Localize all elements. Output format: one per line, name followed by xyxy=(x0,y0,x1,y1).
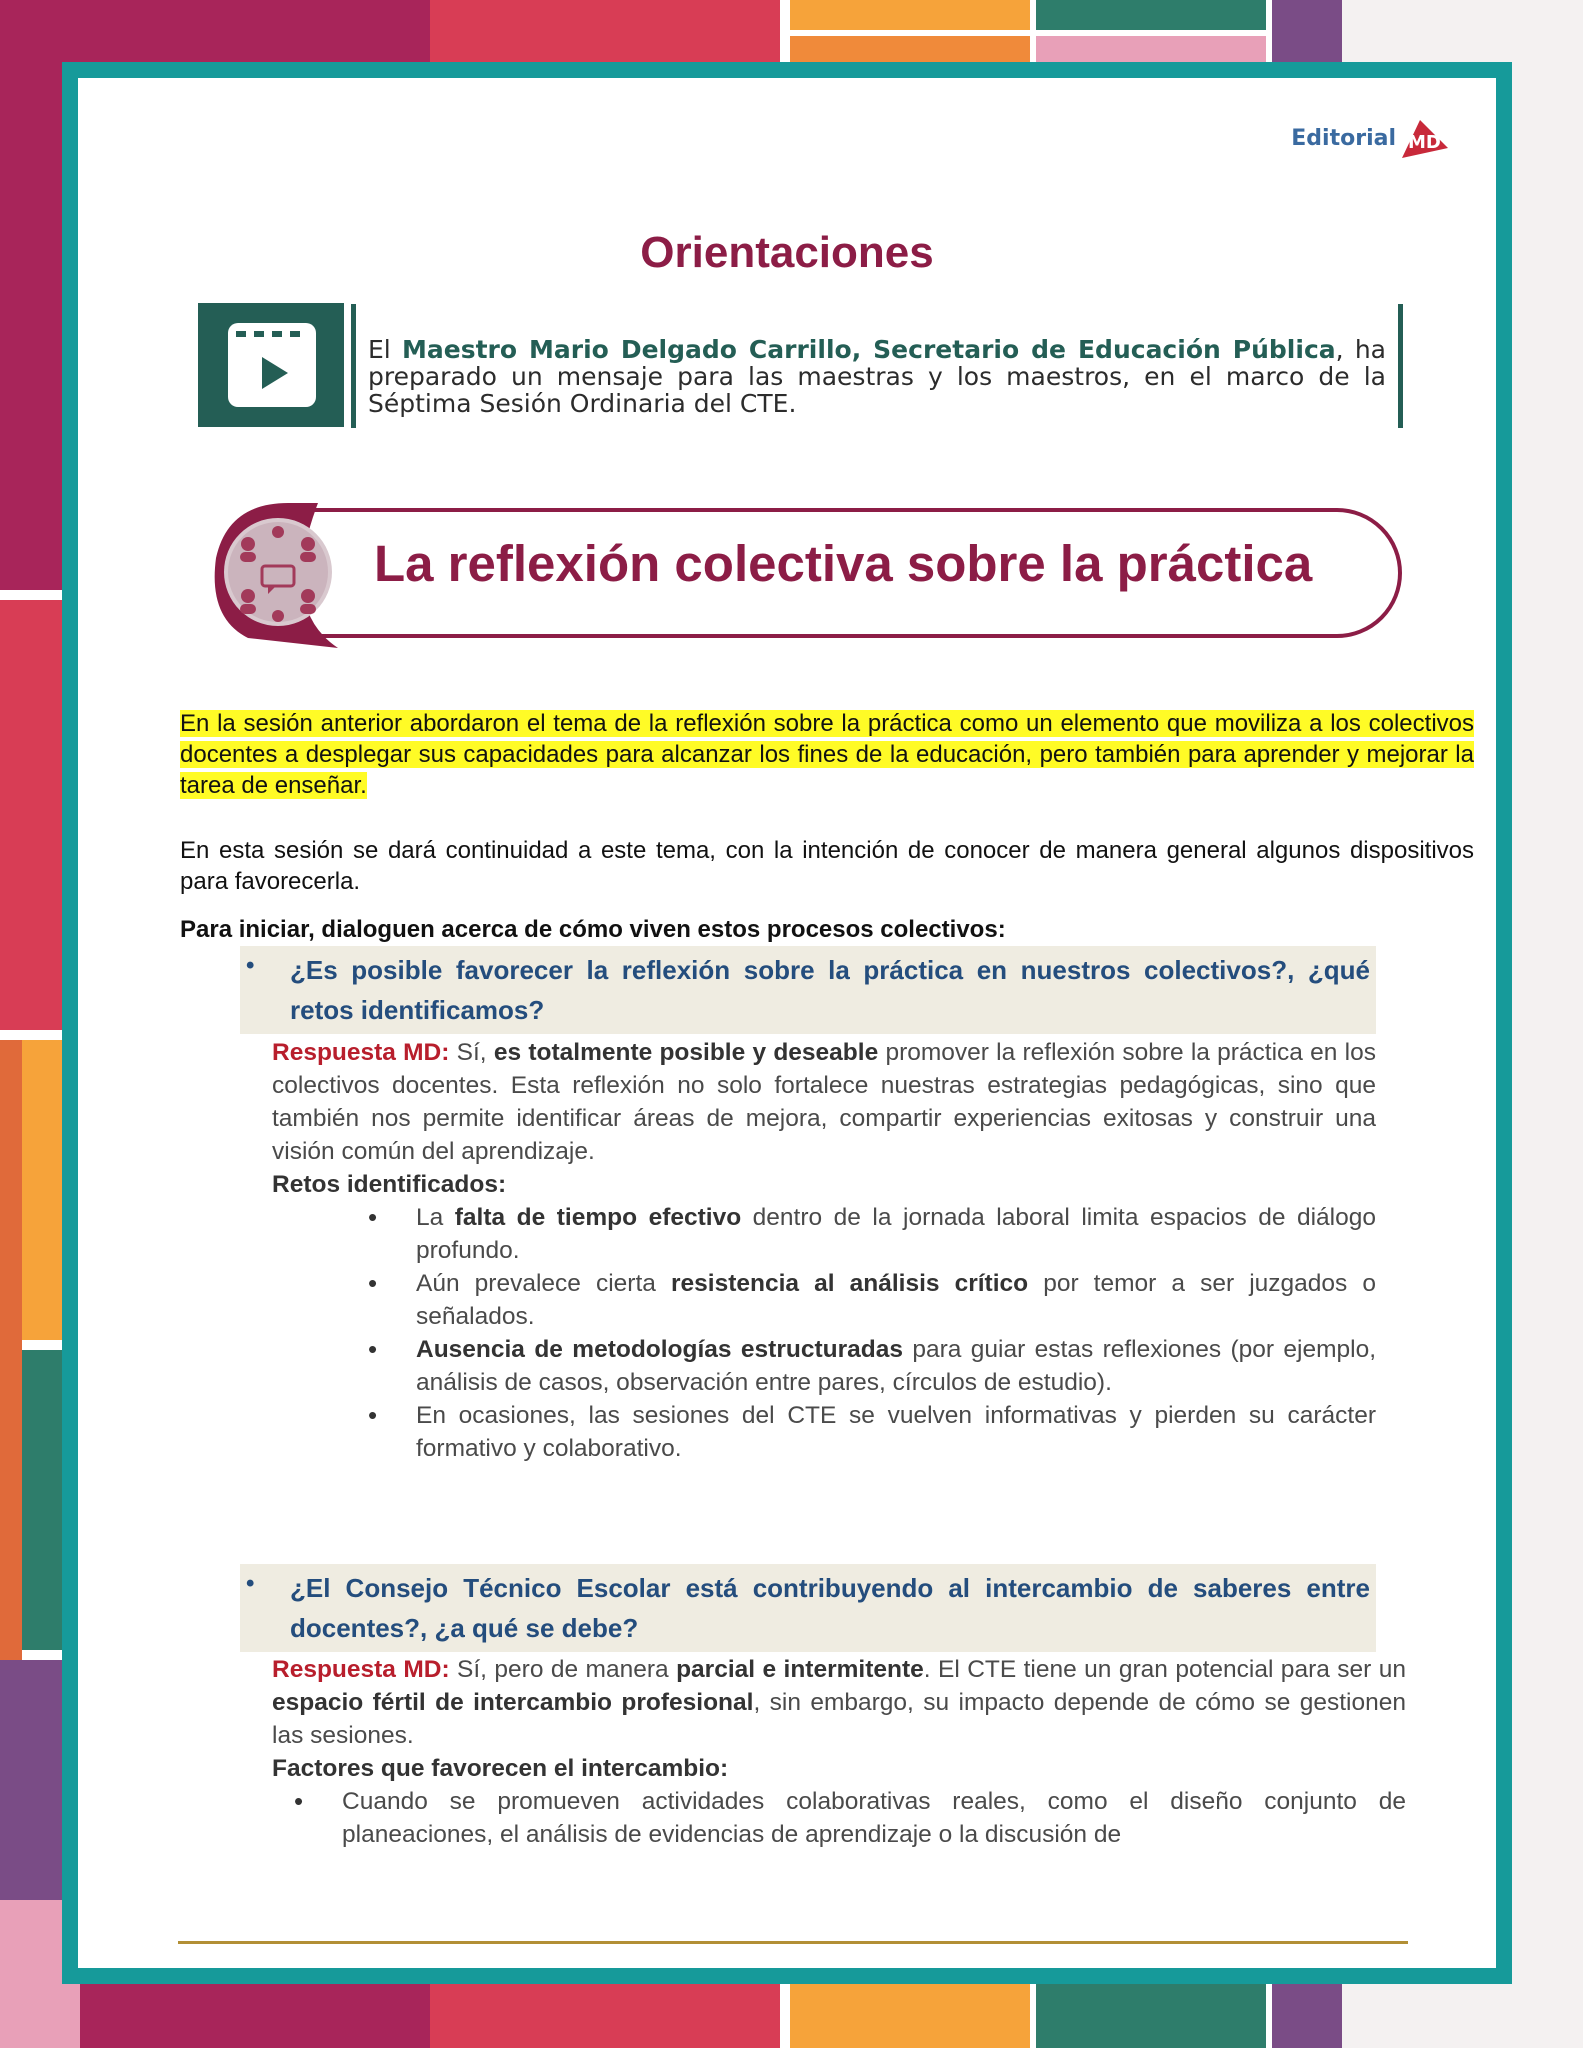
question-1-box xyxy=(240,946,1376,1034)
section-title: La reflexión colectiva sobre la práctica xyxy=(374,535,1313,592)
video-divider-right xyxy=(1398,304,1403,428)
intro-paragraph-highlighted: En la sesión anterior abordaron el tema de la reflexión sobre la práctica como un elemento que moviliza a los colectivos docentes a desplegar sus capacidades para alcanzar los fines de la educación, pero también para aprender y mejorar la tarea de enseñar. xyxy=(180,710,1474,799)
challenges-list xyxy=(368,1201,1376,1465)
video-divider-left xyxy=(351,304,356,428)
answer-1 xyxy=(272,1036,1376,1465)
bullet-icon: • xyxy=(246,952,255,979)
page-title: Orientaciones xyxy=(640,228,934,277)
video-message: El Maestro Mario Delgado Carrillo, Secretario de Educación Pública, ha preparado un mensaje para las maestras y los maestros, en el marco de la Séptima Sesión Ordinaria del CTE. xyxy=(368,335,1386,418)
page-card xyxy=(62,62,1512,1984)
challenges-heading: Retos identificados: xyxy=(272,1171,507,1198)
editorial-logo xyxy=(1291,118,1450,158)
footer-divider xyxy=(178,1941,1408,1944)
factors-list xyxy=(294,1785,1406,1851)
question-1: • ¿Es posible favorecer la reflexión sobre la práctica en nuestros colectivos?, ¿qué retos identificamos? xyxy=(240,946,1376,1030)
video-play-icon xyxy=(228,323,316,407)
list-item: • Cuando se promueven actividades colaborativas reales, como el diseño conjunto de planeaciones, el análisis de evidencias de aprendizaje o la discusión de xyxy=(294,1785,1406,1851)
answer-2 xyxy=(272,1653,1406,1851)
intro-paragraph: En esta sesión se dará continuidad a este tema, con la intención de conocer de manera general algunos dispositivos para favorecerla. xyxy=(180,837,1474,895)
collective-reflection-icon xyxy=(218,514,338,634)
factors-heading: Factores que favorecen el intercambio: xyxy=(272,1755,729,1782)
question-2-box xyxy=(240,1564,1376,1652)
list-item: • Ausencia de metodologías estructuradas para guiar estas reflexiones (por ejemplo, análisis de casos, observación entre pares, círculos de estudio). xyxy=(368,1333,1376,1399)
secretary-name: Maestro Mario Delgado Carrillo, Secretario de Educación Pública xyxy=(401,335,1336,364)
video-icon-box[interactable] xyxy=(198,303,344,427)
md-logo-icon xyxy=(1400,118,1450,158)
discussion-prompt: Para iniciar, dialoguen acerca de cómo viven estos procesos colectivos: xyxy=(180,916,1006,943)
logo-mark: MD xyxy=(1408,132,1441,153)
answer-1-text: Respuesta MD: Sí, es totalmente posible y deseable promover la reflexión sobre la práctica en los colectivos docentes. Esta reflexión no solo fortalece nuestras estrategias pedagógicas, sino que también nos permite identificar áreas de mejora, compartir experiencias exitosas y construir una visión común del aprendizaje. xyxy=(272,1039,1376,1165)
question-2: • ¿El Consejo Técnico Escolar está contribuyendo al intercambio de saberes entre docentes?, ¿a qué se debe? xyxy=(240,1564,1376,1648)
list-item: • La falta de tiempo efectivo dentro de la jornada laboral limita espacios de diálogo profundo. xyxy=(368,1201,1376,1267)
logo-text: Editorial xyxy=(1291,125,1396,151)
list-item: • En ocasiones, las sesiones del CTE se vuelven informativas y pierden su carácter formativo y colaborativo. xyxy=(368,1399,1376,1465)
list-item: • Aún prevalece cierta resistencia al análisis crítico por temor a ser juzgados o señalados. xyxy=(368,1267,1376,1333)
bullet-icon: • xyxy=(246,1570,255,1597)
answer-label: Respuesta MD: xyxy=(272,1656,450,1683)
answer-2-text: Respuesta MD: Sí, pero de manera parcial e intermitente. El CTE tiene un gran potencial para ser un espacio fértil de intercambio profesional, sin embargo, su impacto depende de cómo se gestionen las sesiones. xyxy=(272,1656,1406,1749)
answer-label: Respuesta MD: xyxy=(272,1039,450,1066)
